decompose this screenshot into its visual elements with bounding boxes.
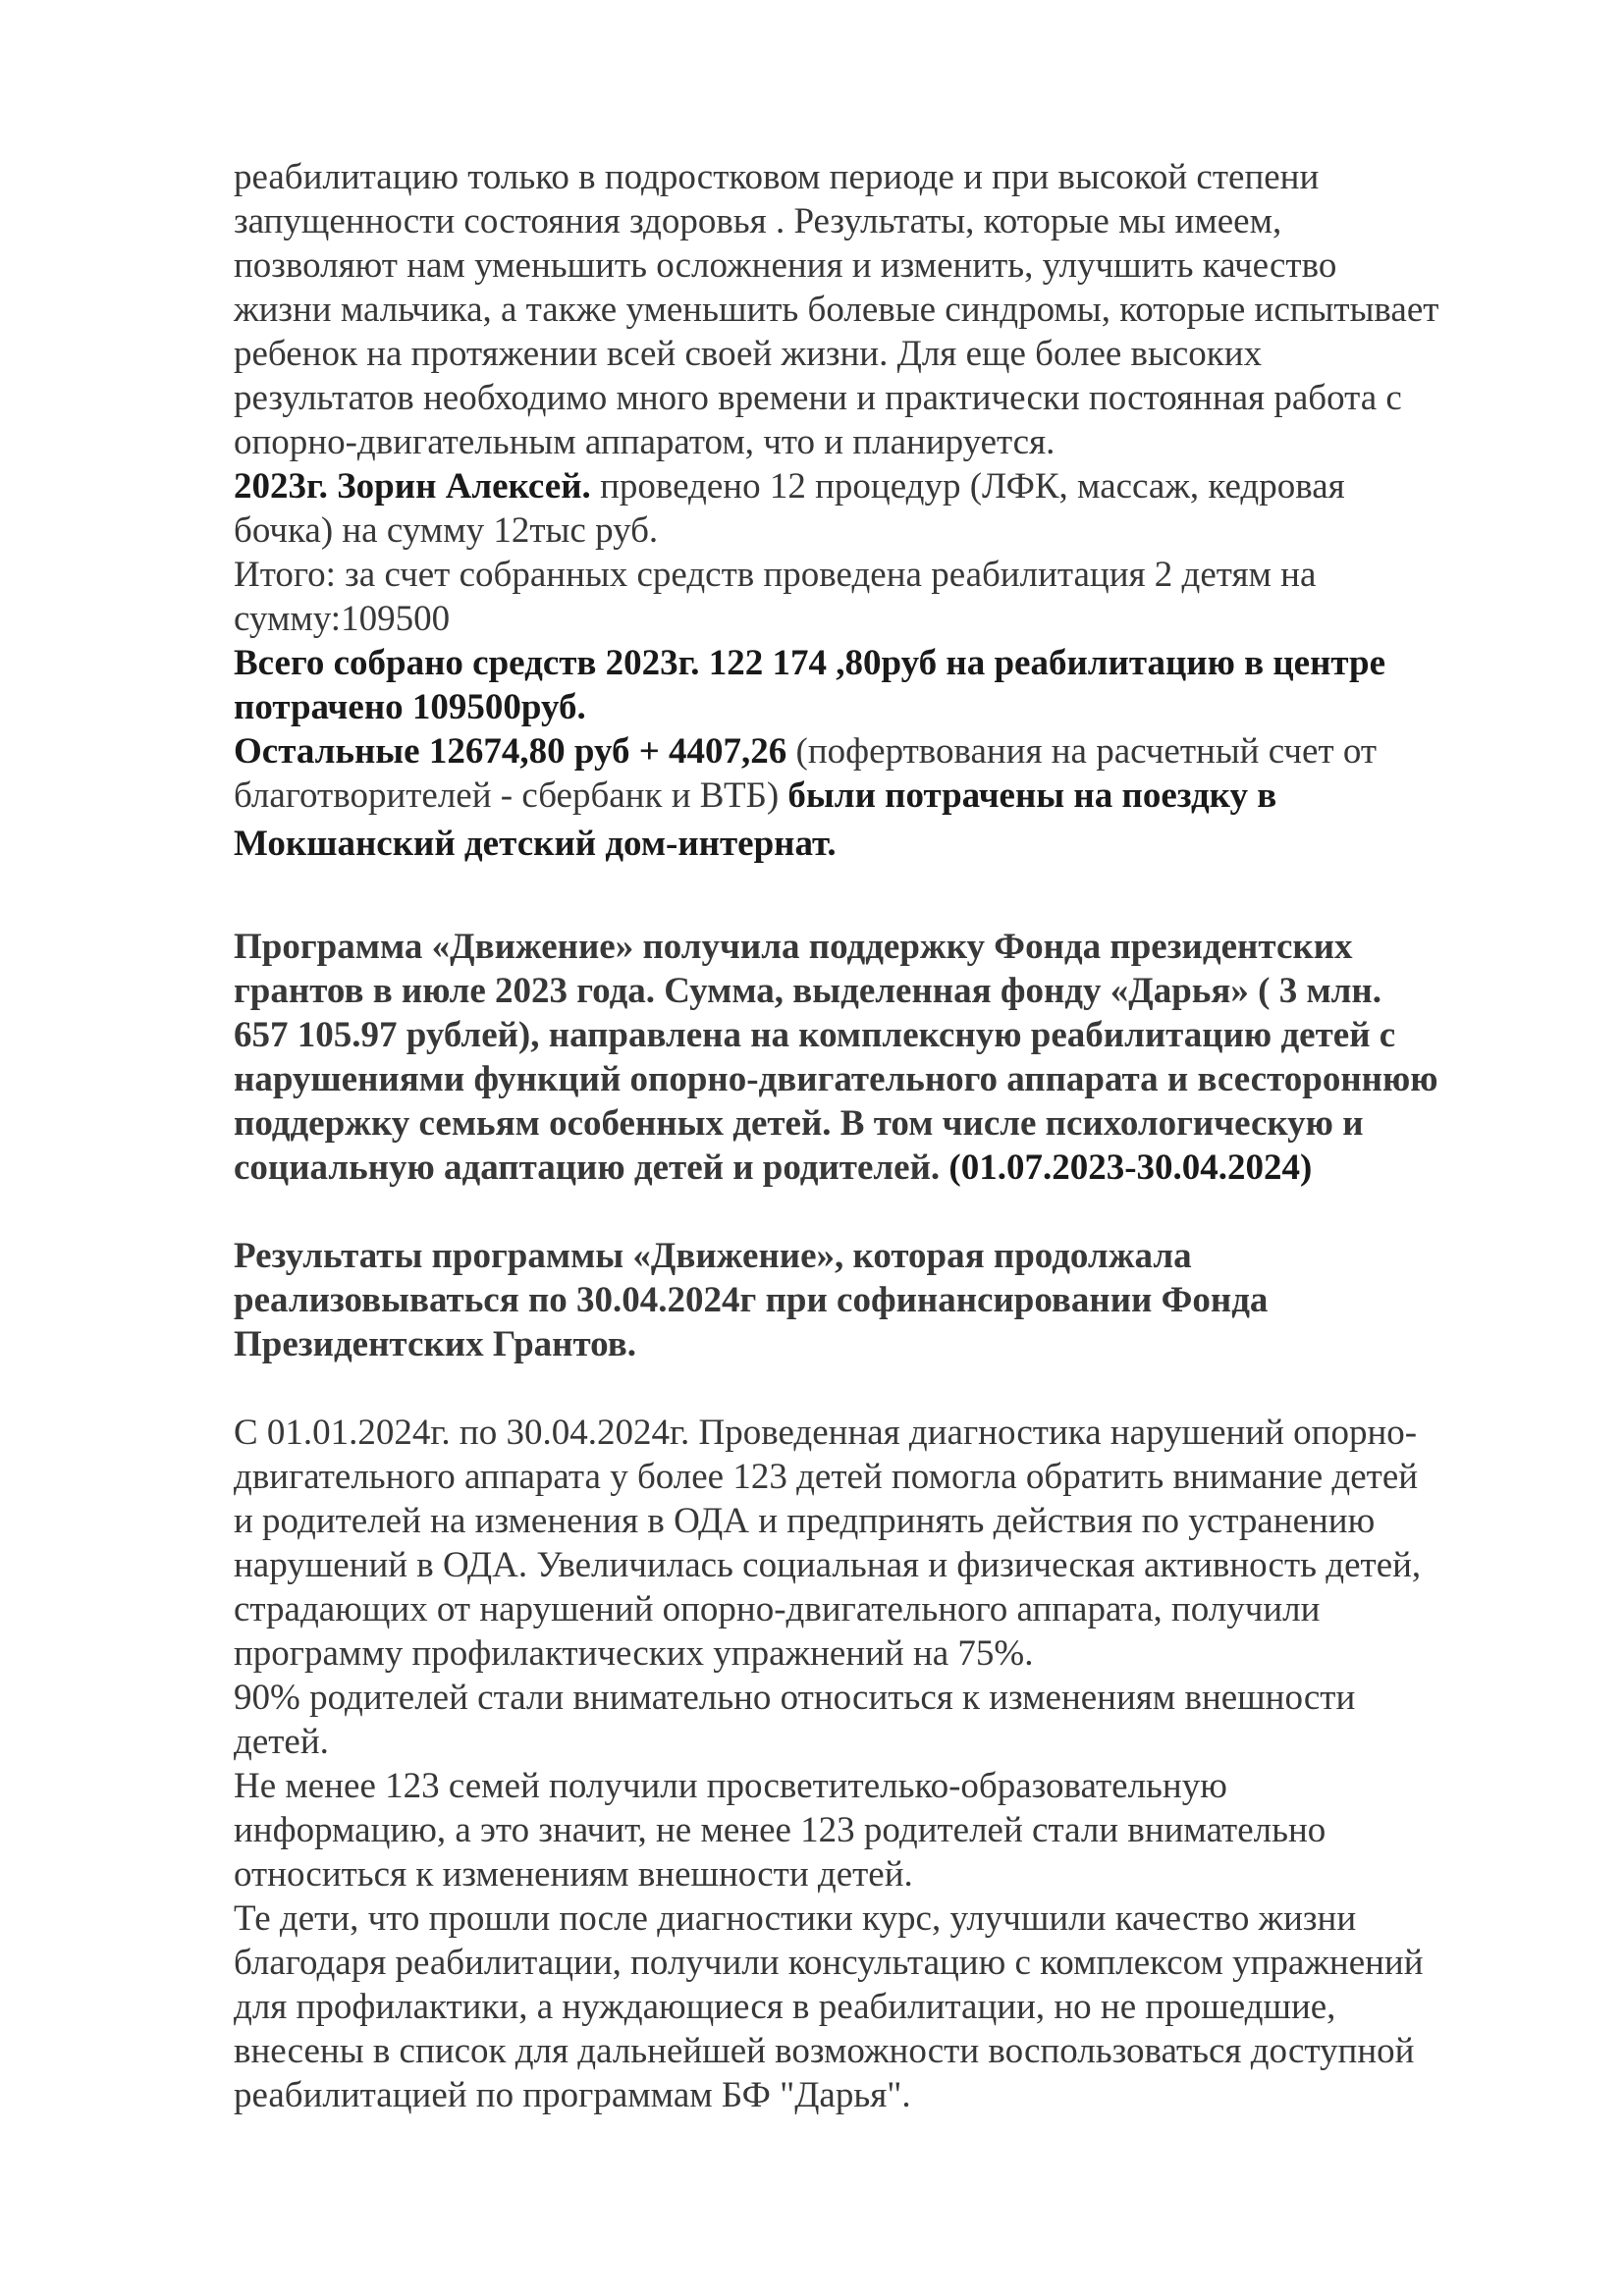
text-line: и родителей на изменения в ОДА и предпринять действия по устранению [234, 1501, 1376, 1541]
results-heading [234, 1234, 1569, 1366]
rest-donation-note-2: благотворителей - сбербанк и ВТБ) [234, 775, 780, 816]
zorin-name: Зорин Алексей. [337, 466, 591, 507]
zorin-year: 2023г. [234, 466, 328, 507]
text-line: Те дети, что прошли после диагностики курс, улучшили качество жизни [234, 1898, 1357, 1939]
zorin-text: проведено 12 процедур (ЛФК, массаж, кедровая [600, 466, 1345, 507]
text-line: Всего собрано средств 2023г. 122 174 ,80руб на реабилитацию в центре [234, 643, 1386, 683]
text-line [234, 1146, 1569, 1190]
text-line: благодаря реабилитации, получили консультацию с комплексом упражнений [234, 1943, 1424, 1983]
text-line: поддержку семьям особенных детей. В том числе психологическую и [234, 1103, 1364, 1144]
text-line: реабилитацию только в подростковом периоде и при высокой степени [234, 157, 1320, 197]
text-line: Программа «Движение» получила поддержку Фонда президентских [234, 927, 1353, 967]
text-line: двигательного аппарата у более 123 детей помогла обратить внимание детей [234, 1457, 1419, 1497]
text-line [234, 464, 1569, 508]
paragraph-results-body [234, 1411, 1569, 2117]
text-line [234, 774, 1569, 818]
program-last-line: социальную адаптацию детей и родителей. [234, 1148, 941, 1188]
spacer [234, 1190, 1569, 1234]
text-line: Президентских Грантов. [234, 1324, 636, 1364]
text-line: грантов в июле 2023 года. Сумма, выделенная фонду «Дарья» ( 3 млн. [234, 971, 1381, 1011]
text-line: нарушений в ОДА. Увеличилась социальная и физическая активность детей, [234, 1545, 1422, 1585]
text-line: Мокшанский детский дом-интернат. [234, 824, 837, 864]
spacer [234, 866, 1569, 925]
rest-amount: Остальные 12674,80 руб + 4407,26 [234, 731, 787, 772]
text-line: сумму:109500 [234, 599, 451, 639]
paragraph-rest-funds [234, 729, 1569, 866]
text-line: позволяют нам уменьшить осложнения и изменить, улучшить качество [234, 245, 1337, 286]
paragraph-program-dvizhenie [234, 925, 1569, 1190]
text-line: жизни мальчика, а также уменьшить болевые синдромы, которые испытывает [234, 290, 1439, 330]
paragraph-zorin [234, 464, 1569, 553]
text-line: 90% родителей стали внимательно относиться к изменениям внешности [234, 1678, 1356, 1718]
text-line: С 01.01.2024г. по 30.04.2024г. Проведенная диагностика нарушений опорно- [234, 1413, 1418, 1453]
paragraph-rehabilitation-intro [234, 155, 1569, 464]
text-line: информацию, а это значит, не менее 123 родителей стали внимательно [234, 1810, 1326, 1850]
paragraph-itogo [234, 553, 1569, 641]
text-line [234, 729, 1569, 774]
text-line: Не менее 123 семей получили просветителько-образовательную [234, 1766, 1227, 1806]
text-line: детей. [234, 1722, 329, 1762]
text-line: запущенности состояния здоровья . Результаты, которые мы имеем, [234, 201, 1282, 241]
text-line: опорно-двигательным аппаратом, что и планируется. [234, 422, 1056, 462]
text-line: реабилитацией по программам БФ "Дарья". [234, 2075, 911, 2115]
text-line: для профилактики, а нуждающиеся в реабилитации, но не прошедшие, [234, 1987, 1336, 2027]
paragraph-total-collected [234, 641, 1569, 729]
text-line: результатов необходимо много времени и практически постоянная работа с [234, 378, 1402, 418]
text-line: ребенок на протяжении всей своей жизни. Для еще более высоких [234, 334, 1263, 374]
text-line: внесены в список для дальнейшей возможности воспользоваться доступной [234, 2031, 1415, 2071]
text-line: реализовываться по 30.04.2024г при софинансировании Фонда [234, 1280, 1269, 1320]
program-period: (01.07.2023-30.04.2024) [948, 1148, 1313, 1188]
rest-spent-on: были потрачены на поездку в [787, 775, 1277, 816]
text-line: бочка) на сумму 12тыс руб. [234, 510, 659, 551]
rest-donation-note: (пофертвования на расчетный счет от [795, 731, 1378, 772]
text-line: относиться к изменениям внешности детей. [234, 1854, 913, 1895]
text-line: Итого: за счет собранных средств проведена реабилитация 2 детям на [234, 555, 1317, 595]
text-line: страдающих от нарушений опорно-двигательного аппарата, получили [234, 1589, 1321, 1629]
text-line: программу профилактических упражнений на 75%. [234, 1633, 1034, 1674]
text-line: 657 105.97 рублей), направлена на комплексную реабилитацию детей с [234, 1015, 1396, 1055]
document-page [234, 155, 1569, 2117]
spacer [234, 1366, 1569, 1411]
text-line: нарушениями функций опорно-двигательного аппарата и всестороннюю [234, 1059, 1438, 1099]
text-line: Результаты программы «Движение», которая продолжала [234, 1236, 1192, 1276]
text-line: потрачено 109500руб. [234, 687, 586, 727]
